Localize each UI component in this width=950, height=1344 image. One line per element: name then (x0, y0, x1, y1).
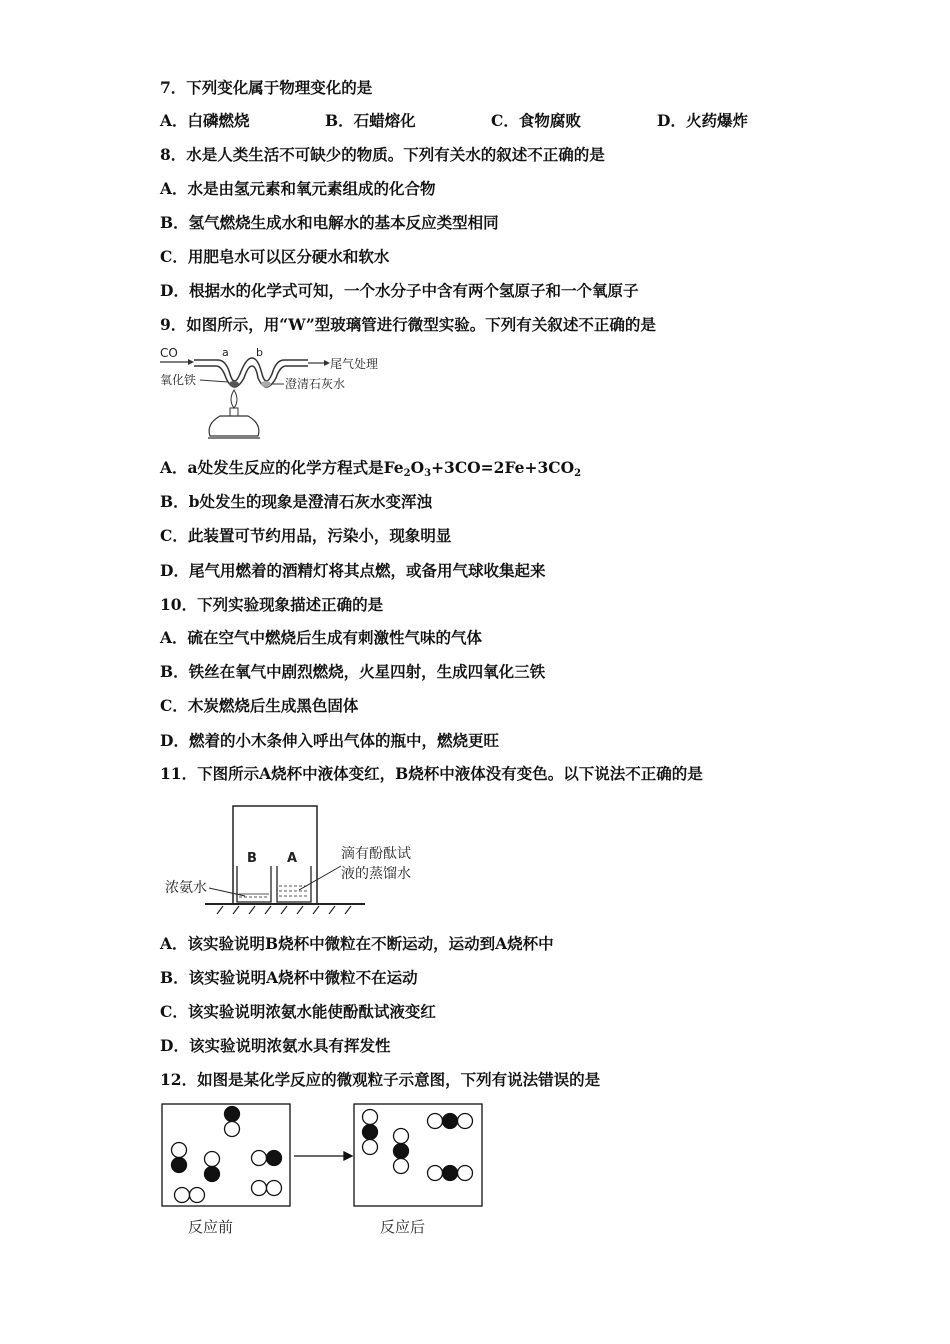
q7-option-c: C．食物腐败 (491, 111, 581, 130)
label-a: a (222, 346, 229, 359)
after-label: 反应后 (380, 1218, 426, 1236)
bell-jar (233, 806, 317, 904)
beaker-a-label: A (287, 851, 298, 866)
q8-option-b: B．氢气燃烧生成水和电解水的基本反应类型相同 (160, 213, 499, 232)
eq-part: +3CO=2Fe+3CO (431, 458, 575, 477)
q9-equation (384, 458, 581, 477)
q10-option-d: D．燃着的小木条伸入呼出气体的瓶中，燃烧更旺 (160, 731, 499, 750)
eq-part: Fe (383, 458, 404, 477)
eq-sub: 2 (403, 468, 411, 479)
q9-option-d: D．尾气用燃着的酒精灯将其点燃，或备用气球收集起来 (160, 561, 546, 580)
q9-option-a-prefix: A．a处发生反应的化学方程式是 (160, 458, 384, 477)
alcohol-lamp (209, 416, 259, 436)
before-label: 反应前 (188, 1218, 234, 1236)
q9-option-a (160, 458, 581, 478)
beaker-a (277, 866, 311, 902)
q11-option-a: A．该实验说明B烧杯中微粒在不断运动，运动到A烧杯中 (160, 934, 554, 953)
q7-option-b: B．石蜡熔化 (325, 111, 416, 130)
alcohol-lamp-flame (231, 390, 237, 408)
q7-option-d: D．火药爆炸 (657, 111, 748, 130)
q8-stem: 8．水是人类生活不可缺少的物质。下列有关水的叙述不正确的是 (160, 145, 605, 164)
q11-option-b: B．该实验说明A烧杯中微粒不在运动 (160, 968, 418, 987)
q10-option-b: B．铁丝在氧气中剧烈燃烧，火星四射，生成四氧化三铁 (160, 662, 546, 681)
q8-option-c: C．用肥皂水可以区分硬水和软水 (160, 247, 390, 266)
limewater-label: 澄清石灰水 (285, 377, 346, 391)
beaker-b-label: B (247, 851, 257, 866)
exhaust-label: 尾气处理 (330, 357, 378, 371)
q9-option-c: C．此装置可节约用品，污染小，现象明显 (160, 526, 452, 545)
phenolphthalein-label-1: 滴有酚酞试 (341, 846, 411, 862)
w-tube-apparatus-figure (158, 344, 378, 444)
q11-option-c: C．该实验说明浓氨水能使酚酞试液变红 (160, 1002, 436, 1021)
q8-option-a: A．水是由氢元素和氧元素组成的化合物 (160, 179, 436, 198)
ammonia-label: 浓氨水 (165, 880, 207, 896)
q9-option-b: B．b处发生的现象是澄清石灰水变浑浊 (160, 492, 432, 511)
q9-stem: 9．如图所示，用“W”型玻璃管进行微型实验。下列有关叙述不正确的是 (160, 315, 656, 334)
q10-stem: 10．下列实验现象描述正确的是 (160, 595, 384, 614)
q11-stem: 11．下图所示A烧杯中液体变红，B烧杯中液体没有变色。以下说法不正确的是 (160, 764, 703, 783)
q11-option-d: D．该实验说明浓氨水具有挥发性 (160, 1036, 391, 1055)
iron-oxide-label: 氧化铁 (160, 373, 197, 387)
phenolphthalein-label-2: 液的蒸馏水 (341, 866, 411, 882)
eq-part: O (410, 458, 425, 477)
q7-option-a: A．白磷燃烧 (160, 111, 250, 130)
q10-option-c: C．木炭燃烧后生成黑色固体 (160, 696, 359, 715)
q10-option-a: A．硫在空气中燃烧后生成有刺激性气味的气体 (160, 628, 483, 647)
ammonia-diffusion-figure (165, 800, 435, 918)
label-b: b (256, 346, 263, 359)
co-label: CO (160, 346, 178, 360)
eq-sub: 3 (424, 468, 432, 479)
reaction-particle-figure (158, 1100, 498, 1245)
q7-stem: 7．下列变化属于物理变化的是 (160, 78, 373, 97)
eq-sub: 2 (574, 468, 582, 479)
q8-option-d: D．根据水的化学式可知，一个水分子中含有两个氢原子和一个氧原子 (160, 281, 639, 300)
q12-stem: 12．如图是某化学反应的微观粒子示意图，下列有说法错误的是 (160, 1070, 601, 1089)
